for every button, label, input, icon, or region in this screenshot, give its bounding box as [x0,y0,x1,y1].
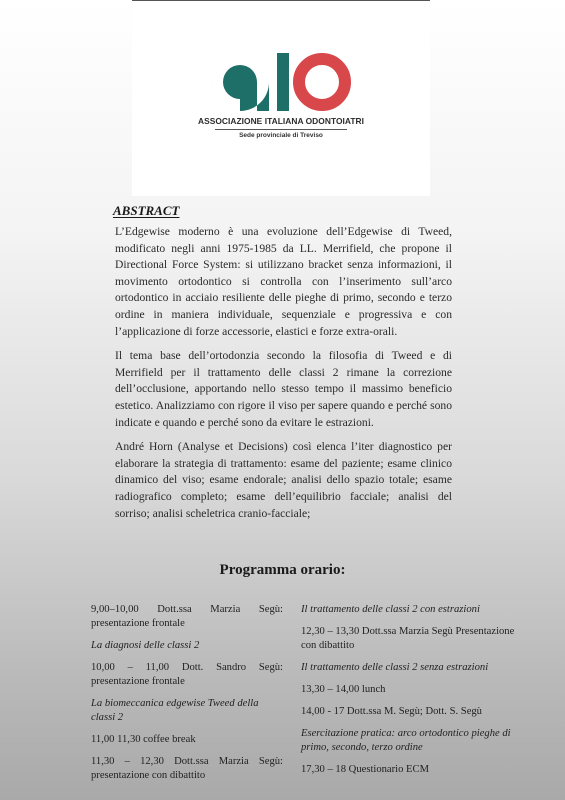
schedule-entry: 17,30 – 18 Questionario ECM [301,764,429,775]
abstract-body [115,224,452,530]
top-rule [132,0,430,1]
schedule-title: Programma orario: [219,562,346,578]
schedule-entry-topic: La diagnosi delle classi 2 [91,640,200,651]
schedule-entry-topic: Esercitazione pratica: arco ortodontico pieghe di primo, secondo, terzo ordine [301,728,511,753]
abstract-heading: ABSTRACT [113,203,180,218]
logo-letter-i [277,53,289,111]
schedule-entry-topic: Il trattamento delle classi 2 con estrazioni [301,604,480,615]
logo-divider [215,129,347,130]
schedule-entry: 14,00 - 17 Dott.ssa M. Segù; Dott. S. Segù [301,706,482,717]
schedule-entry: 9,00–10,00 Dott.ssa Marzia Segù: presentazione frontale [91,604,283,629]
schedule-entry-topic: Il trattamento delle classi 2 senza estrazioni [301,662,489,673]
schedule-entry: 11,00 11,30 coffee break [91,734,196,745]
association-branch: Sede provinciale di Treviso [239,132,323,139]
aio-logo-icon [210,51,352,113]
abstract-paragraph-3: André Horn (Analyse et Decisions) così elenca l’iter diagnostico per elaborare la strategia di trattamento: esame del paziente; esame clinico dinamico del viso; esame endorale; analisi dello spazio totale; esame radiografico completo; esame dell’equilibrio facciale; analisi del sorriso; analisi scheletrica cranio-facciale; [115,440,452,520]
abstract-paragraph-2: Il tema base dell’ortodonzia secondo la filosofia di Tweed e di Merrifield per il trattamento delle classi 2 rimane la correzione dell’occlusione, apportando nello stesso tempo il massimo beneficio estetico. Analizziamo con rigore il viso per sapere quando e perché sono indicate e quando e perché sono da evitare le estrazioni. [115,349,452,429]
logo-letter-a [211,53,269,111]
schedule-entry: 13,30 – 14,00 lunch [301,684,386,695]
logo-letter-o [299,59,345,105]
association-name: ASSOCIAZIONE ITALIANA ODONTOIATRI [197,116,365,126]
schedule-entry: 12,30 – 13,30 Dott.ssa Marzia Segù Presentazione con dibattito [301,626,515,651]
schedule-column-left [91,603,283,791]
schedule-column-right [301,603,526,785]
schedule-entry: 11,30 – 12,30 Dott.ssa Marzia Segù: presentazione con dibattito [91,756,283,781]
schedule-entry-topic: La biomeccanica edgewise Tweed della classi 2 [91,698,259,723]
abstract-paragraph-1: L’Edgewise moderno è una evoluzione dell’Edgewise di Tweed, modificato negli anni 1975-1985 da LL. Merrifield, che propone il Directional Force System: si utilizzano bracket senza informazioni, il movimento ortodontico si controlla con l’inserimento sull’arco ortodontico in acciaio resiliente delle pieghe di primo, secondo e terzo ordine in maniera individuale, sequenziale e progressiva e con l’applicazione di forze accessorie, elastici e forze extra-orali. [115,225,452,338]
logo-panel [132,3,430,196]
schedule-entry: 10,00 – 11,00 Dott. Sandro Segù: presentazione frontale [91,662,283,687]
